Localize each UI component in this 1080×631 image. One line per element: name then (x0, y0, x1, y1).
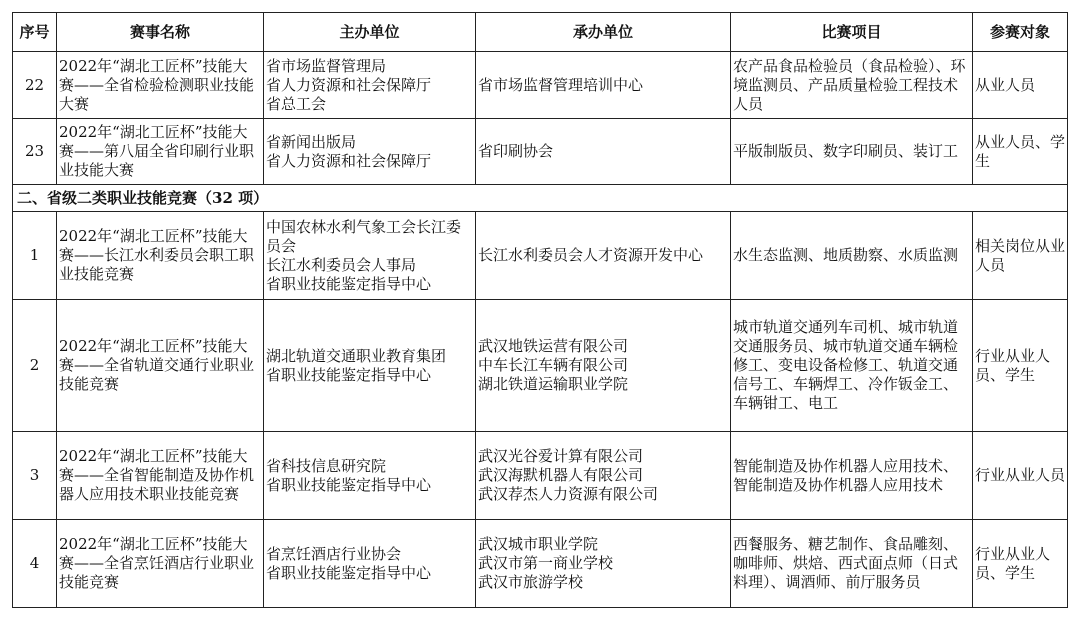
event-name: 2022年“湖北工匠杯”技能大赛——全省烹饪酒店行业职业技能竞赛 (57, 520, 264, 608)
organizer: 省人力资源和社会保障厅 (266, 75, 432, 94)
competition-items: 智能制造及协作机器人应用技术、智能制造及协作机器人应用技术 (731, 432, 973, 520)
row-number: 23 (13, 119, 57, 185)
event-name: 2022年“湖北工匠杯”技能大赛——第八届全省印刷行业职业技能大赛 (57, 119, 264, 185)
organizer: 省市场监督管理局 (266, 56, 387, 75)
undertaker: 武汉光谷爱计算有限公司 (478, 447, 644, 465)
organizer: 省新闻出版局 (266, 132, 357, 151)
participants: 从业人员、学生 (973, 119, 1068, 185)
table-row (13, 300, 1068, 432)
organizer: 省烹饪酒店行业协会 (266, 544, 402, 563)
undertaker: 省印刷协会 (478, 142, 554, 160)
organizer: 中国农林水利气象工会长江委员会 (266, 217, 462, 255)
header-participants: 参赛对象 (973, 13, 1068, 52)
section-title: 二、省级二类职业技能竞赛（32 项） (13, 185, 1068, 212)
row-number: 3 (13, 432, 57, 520)
competition-table (12, 12, 1068, 608)
header-no: 序号 (13, 13, 57, 52)
competition-items: 平版制版员、数字印刷员、装订工 (731, 119, 973, 185)
undertaker-cell (476, 520, 731, 608)
event-name: 2022年“湖北工匠杯”技能大赛——长江水利委员会职工职业技能竞赛 (57, 212, 264, 300)
document-page (12, 12, 1068, 608)
undertaker-cell (476, 212, 731, 300)
table-row (13, 212, 1068, 300)
undertaker: 长江水利委员会人才资源开发中心 (478, 246, 704, 264)
participants: 行业从业人员 (973, 432, 1068, 520)
header-organizer: 主办单位 (264, 13, 476, 52)
header-row (13, 13, 1068, 52)
undertaker: 武汉地铁运营有限公司 (478, 337, 629, 355)
event-name: 2022年“湖北工匠杯”技能大赛——全省智能制造及协作机器人应用技术职业技能竞赛 (57, 432, 264, 520)
organizer: 省人力资源和社会保障厅 (266, 151, 432, 170)
competition-items: 西餐服务、糖艺制作、食品雕刻、咖啡师、烘焙、西式面点师（日式料理）、调酒师、前厅服务员 (731, 520, 973, 608)
table-row (13, 52, 1068, 119)
undertaker-cell (476, 300, 731, 432)
row-number: 4 (13, 520, 57, 608)
participants: 相关岗位从业人员 (973, 212, 1068, 300)
undertaker: 中车长江车辆有限公司 (478, 356, 629, 374)
undertaker-cell (476, 52, 731, 119)
table-row (13, 520, 1068, 608)
competition-items: 城市轨道交通列车司机、城市轨道交通服务员、城市轨道交通车辆检修工、变电设备检修工、轨道交通信号工、车辆焊工、冷作钣金工、车辆钳工、电工 (731, 300, 973, 432)
organizer: 湖北轨道交通职业教育集团 (266, 346, 447, 365)
organizer-cell (264, 300, 476, 432)
header-name: 赛事名称 (57, 13, 264, 52)
participants: 从业人员 (973, 52, 1068, 119)
undertaker: 省市场监督管理培训中心 (478, 75, 644, 94)
event-name: 2022年“湖北工匠杯”技能大赛——全省检验检测职业技能大赛 (57, 52, 264, 119)
undertaker: 湖北铁道运输职业学院 (478, 375, 629, 393)
competition-items: 农产品食品检验员（食品检验）、环境监测员、产品质量检验工程技术人员 (731, 52, 973, 119)
organizer-cell (264, 212, 476, 300)
organizer-cell (264, 119, 476, 185)
event-name: 2022年“湖北工匠杯”技能大赛——全省轨道交通行业职业技能竞赛 (57, 300, 264, 432)
header-undertaker: 承办单位 (476, 13, 731, 52)
organizer: 省职业技能鉴定指导中心 (266, 475, 432, 494)
organizer: 省职业技能鉴定指导中心 (266, 563, 432, 582)
participants: 行业从业人员、学生 (973, 300, 1068, 432)
participants: 行业从业人员、学生 (973, 520, 1068, 608)
undertaker: 武汉市旅游学校 (478, 573, 584, 591)
row-number: 22 (13, 52, 57, 119)
organizer-cell (264, 52, 476, 119)
organizer: 省科技信息研究院 (266, 456, 387, 475)
table-row (13, 432, 1068, 520)
undertaker: 武汉城市职业学院 (478, 535, 599, 553)
organizer-cell (264, 520, 476, 608)
organizer-cell (264, 432, 476, 520)
organizer: 省总工会 (266, 94, 327, 113)
section-row (13, 185, 1068, 212)
undertaker: 武汉市第一商业学校 (478, 554, 614, 572)
undertaker-cell (476, 119, 731, 185)
organizer: 省职业技能鉴定指导中心 (266, 365, 432, 384)
row-number: 1 (13, 212, 57, 300)
undertaker: 武汉荐杰人力资源有限公司 (478, 485, 659, 503)
table-row (13, 119, 1068, 185)
row-number: 2 (13, 300, 57, 432)
undertaker: 武汉海默机器人有限公司 (478, 466, 644, 484)
header-items: 比赛项目 (731, 13, 973, 52)
undertaker-cell (476, 432, 731, 520)
competition-items: 水生态监测、地质勘察、水质监测 (731, 212, 973, 300)
organizer: 省职业技能鉴定指导中心 (266, 274, 432, 293)
organizer: 长江水利委员会人事局 (266, 255, 417, 274)
